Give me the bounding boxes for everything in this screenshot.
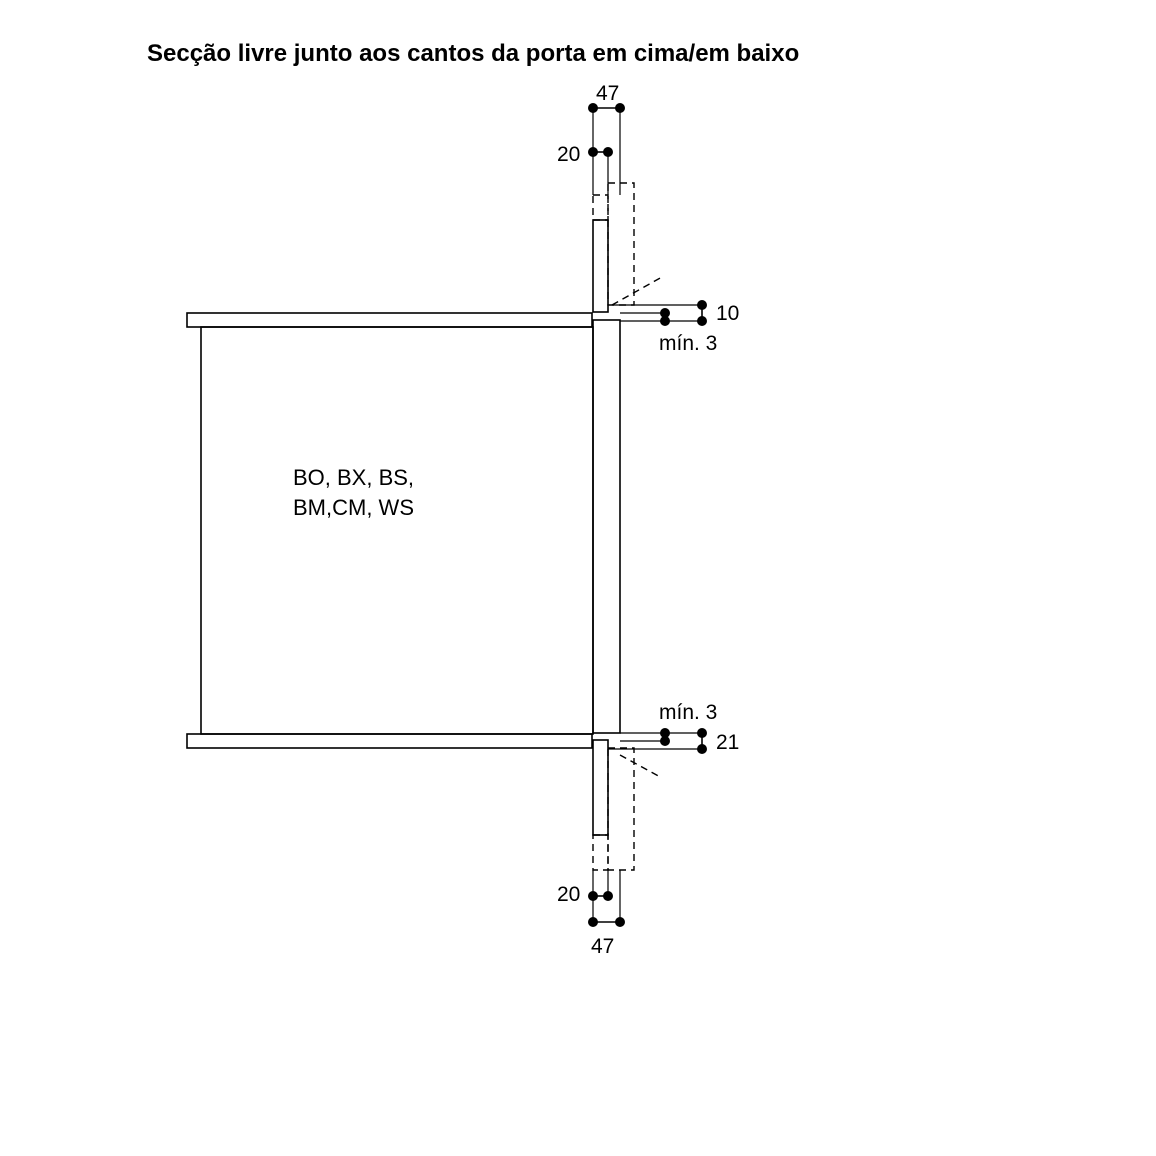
bottom-door-swing bbox=[593, 748, 662, 870]
top-shelf bbox=[187, 313, 592, 327]
top-dimension-10 bbox=[612, 300, 739, 355]
bottom-dimension-21 bbox=[608, 701, 739, 754]
bottom-20-label: 20 bbox=[557, 883, 581, 906]
top-10-label: 10 bbox=[716, 302, 740, 325]
appliance-body bbox=[201, 327, 593, 734]
bottom-47-label: 47 bbox=[591, 935, 615, 958]
top-door-swing bbox=[593, 183, 662, 305]
bottom-furniture-door bbox=[593, 740, 608, 835]
model-label-line2: BM,CM, WS bbox=[293, 495, 414, 520]
diagram-title: Secção livre junto aos cantos da porta em cima/em baixo bbox=[147, 40, 800, 67]
bottom-min3-label: mín. 3 bbox=[659, 701, 718, 724]
bottom-dimension-20 bbox=[557, 870, 613, 922]
top-dimension-20 bbox=[557, 143, 613, 195]
top-20-label: 20 bbox=[557, 143, 581, 166]
top-dimension-47 bbox=[588, 82, 625, 195]
top-furniture-door bbox=[593, 220, 608, 312]
bottom-21-label: 21 bbox=[716, 731, 740, 754]
bottom-shelf bbox=[187, 734, 592, 748]
appliance-door bbox=[593, 320, 620, 733]
model-label-line1: BO, BX, BS, bbox=[293, 465, 415, 490]
top-47-label: 47 bbox=[596, 82, 620, 105]
top-min3-label: mín. 3 bbox=[659, 332, 718, 355]
